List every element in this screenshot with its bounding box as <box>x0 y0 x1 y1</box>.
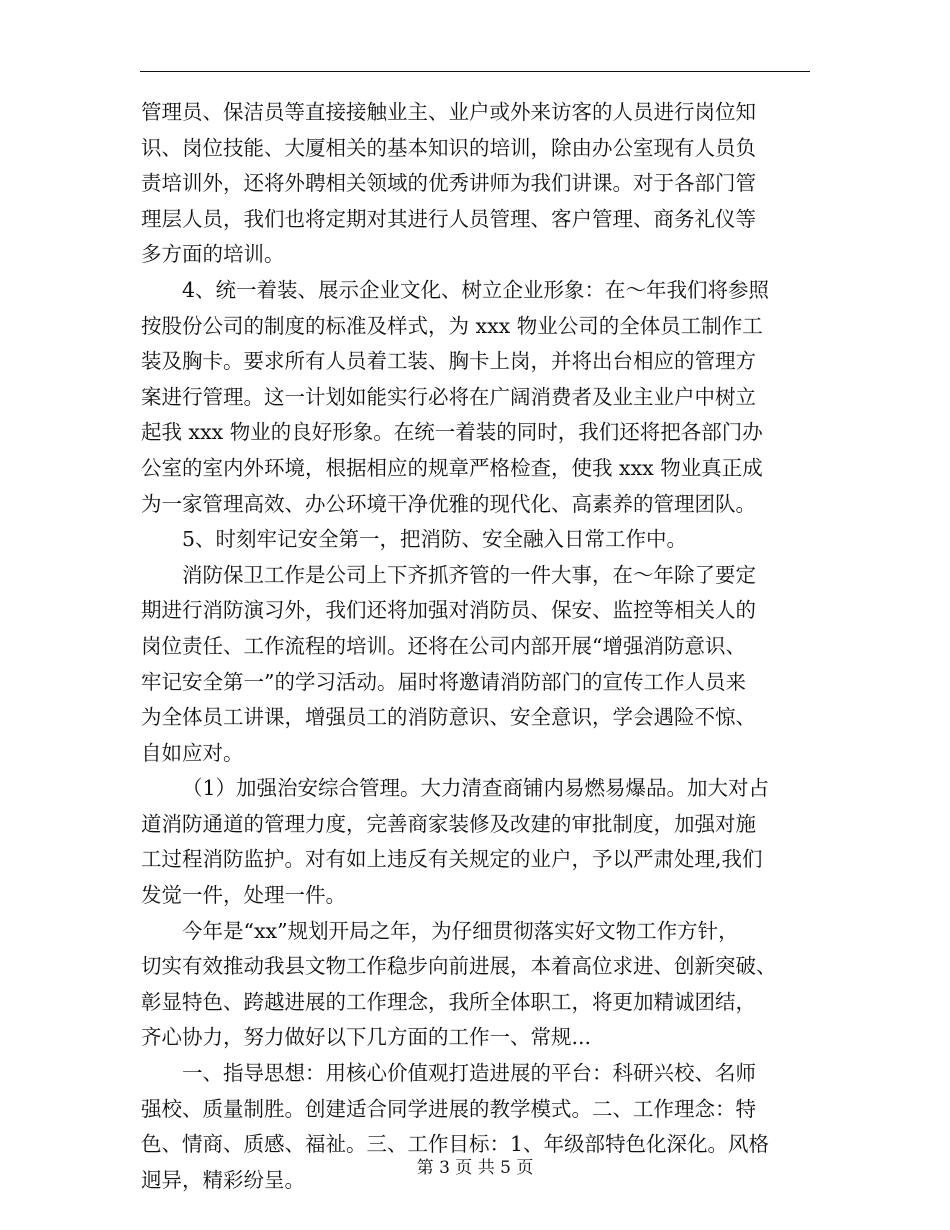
paragraph-line: 责培训外，还将外聘相关领域的优秀讲师为我们讲课。对于各部门管 <box>141 171 756 196</box>
paragraph-line: 迥异，精彩纷呈。 <box>141 1167 305 1192</box>
paragraph-line: 管理员、保洁员等直接接触业主、业户或外来访客的人员进行岗位知 <box>141 100 756 124</box>
paragraph-line: 自如应对。 <box>141 740 244 765</box>
paragraph-line: 5、时刻牢记安全第一，把消防、安全融入日常工作中。 <box>182 527 688 552</box>
document-body <box>141 95 813 1198</box>
paragraph-line: 消防保卫工作是公司上下齐抓齐管的一件大事，在～年除了要定 <box>182 562 756 587</box>
page-footer: 第 3 页 共 5 页 <box>416 1158 534 1178</box>
paragraph-line: 识、岗位技能、大厦相关的基本知识的培训，除由办公室现有人员负 <box>141 135 756 160</box>
paragraph-line: 案进行管理。这一计划如能实行必将在广阔消费者及业主业户中树立 <box>141 384 756 409</box>
paragraph-line: 今年是“xx”规划开局之年，为仔细贯彻落实好文物工作方针， <box>182 918 739 943</box>
paragraph-line: 齐心协力，努力做好以下几方面的工作一、常规... <box>141 1025 592 1050</box>
paragraph-line: 强校、质量制胜。创建适合同学进展的教学模式。二、工作理念：特 <box>141 1096 756 1121</box>
paragraph-line: 工过程消防监护。对有如上违反有关规定的业户，予以严肃处理,我们 <box>141 847 763 872</box>
paragraph-line: 装及胸卡。要求所有人员着工装、胸卡上岗，并将出台相应的管理方 <box>141 349 756 374</box>
paragraph-line: 多方面的培训。 <box>141 242 285 267</box>
paragraph-line: 理层人员，我们也将定期对其进行人员管理、客户管理、商务礼仪等 <box>141 206 756 231</box>
paragraph-line: 按股份公司的制度的标准及样式，为 xxx 物业公司的全体员工制作工 <box>141 313 763 338</box>
paragraph-line: 公室的室内外环境，根据相应的规章严格检查，使我 xxx 物业真正成 <box>141 455 763 480</box>
paragraph-line: 为一家管理高效、办公环境干净优雅的现代化、高素养的管理团队。 <box>141 491 756 516</box>
paragraph-line: 道消防通道的管理力度，完善商家装修及改建的审批制度，加强对施 <box>141 811 756 836</box>
paragraph-line: 起我 xxx 物业的良好形象。在统一着装的同时，我们还将把各部门办 <box>141 420 763 445</box>
paragraph-line: 彰显特色、跨越进展的工作理念，我所全体职工，将更加精诚团结， <box>141 989 756 1014</box>
paragraph-line: 为全体员工讲课，增强员工的消防意识、安全意识，学会遇险不惊、 <box>141 705 756 730</box>
paragraph-line: 期进行消防演习外，我们还将加强对消防员、保安、监控等相关人的 <box>141 598 756 623</box>
paragraph-line: 切实有效推动我县文物工作稳步向前进展，本着高位求进、创新突破、 <box>141 954 777 979</box>
paragraph-line: 牢记安全第一”的学习活动。届时将邀请消防部门的宣传工作人员来 <box>141 669 746 694</box>
paragraph-line: （1）加强治安综合管理。大力清查商铺内易燃易爆品。加大对占 <box>182 776 770 801</box>
paragraph-line: 一、指导思想：用核心价值观打造进展的平台：科研兴校、名师 <box>182 1061 756 1086</box>
paragraph-line: 色、情商、质感、福祉。三、工作目标：1、年级部特色化深化。风格 <box>141 1132 770 1157</box>
paragraph-line: 岗位责任、工作流程的培训。还将在公司内部开展“增强消防意识、 <box>141 633 746 658</box>
header-rule <box>140 71 810 72</box>
paragraph-line: 发觉一件，处理一件。 <box>141 883 346 908</box>
paragraph-line: 4、统一着装、展示企业文化、树立企业形象：在～年我们将参照 <box>182 277 770 302</box>
